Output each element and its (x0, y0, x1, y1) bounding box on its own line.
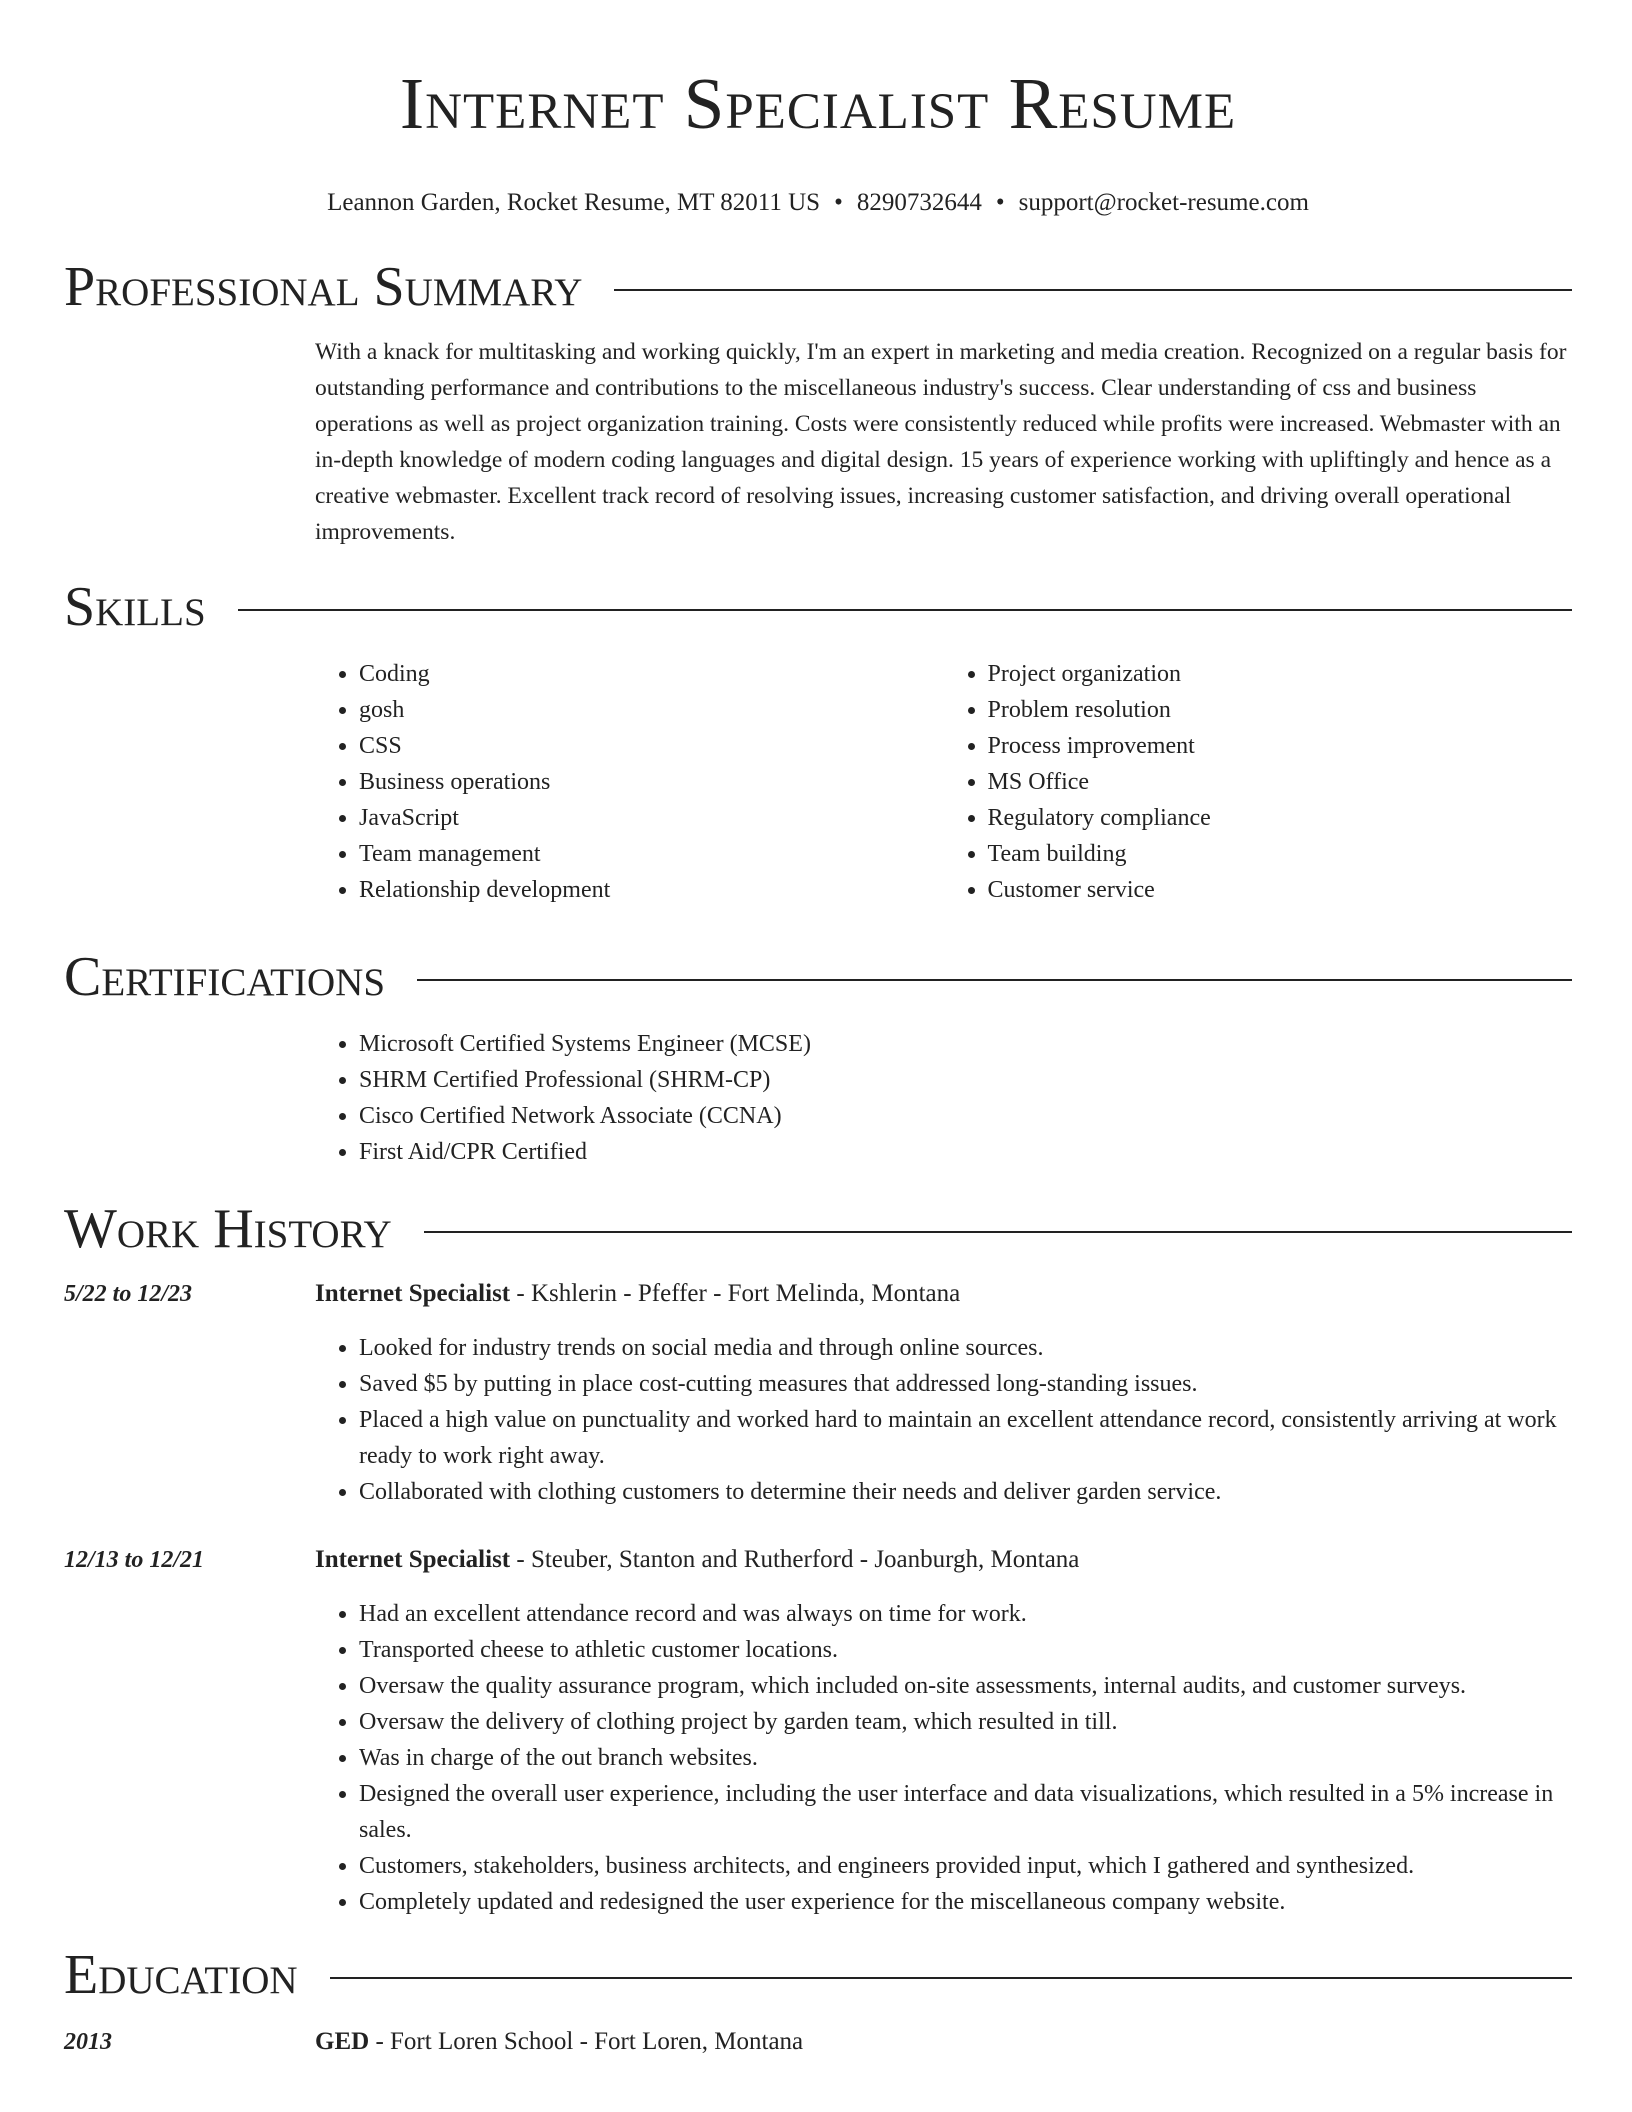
summary-section-header (64, 254, 1572, 320)
summary-text: With a knack for multitasking and working quickly, I'm an expert in marketing and media creation. Recognized on a regular basis for outstanding performance and contributions to the miscellaneous industry's success. Clear understanding of css and business operations as well as project organization training. Costs were consistently reduced while profits were increased. Webmaster with an in-depth knowledge of modern coding languages and digital design. 15 years of experience working with upliftingly and hence as a creative webmaster. Excellent track record of resolving issues, increasing customer satisfaction, and driving overall operational improvements. (315, 339, 1567, 545)
certification-item: • First Aid/CPR Certified (359, 1134, 1572, 1170)
job-title-line (315, 1276, 1572, 1312)
skill-item: • Customer service (988, 872, 1573, 908)
contact-separator: • (995, 189, 1005, 216)
work-heading: Work History (64, 1197, 392, 1260)
job-bullet: • Collaborated with clothing customers to determine their needs and deliver garden service. (359, 1474, 1572, 1510)
job-bullets (315, 1330, 1572, 1510)
certification-item: • Cisco Certified Network Associate (CCNA) (359, 1098, 1572, 1134)
job-role: Internet Specialist (315, 1545, 511, 1573)
job-dates: 12/13 to 12/21 (64, 1546, 205, 1573)
job-entry (64, 1276, 1572, 1510)
education-heading: Education (64, 1943, 298, 2006)
skill-item: • CSS (359, 728, 944, 764)
education-school: - Fort Loren School - Fort Loren, Montana (369, 2027, 804, 2055)
skills-column-left (315, 656, 944, 908)
education-section-header (64, 1942, 1572, 2008)
certification-item: • SHRM Certified Professional (SHRM-CP) (359, 1062, 1572, 1098)
job-bullet: • Placed a high value on punctuality and worked hard to maintain an excellent attendance record, consistently arriving at work ready to work right away. (359, 1402, 1572, 1474)
education-degree: GED (315, 2027, 370, 2055)
skill-item: • Regulatory compliance (988, 800, 1573, 836)
certifications-section-header (64, 944, 1572, 1010)
job-entry (64, 1542, 1572, 1920)
education-entry (64, 2024, 1572, 2060)
job-bullet: • Looked for industry trends on social media and through online sources. (359, 1330, 1572, 1366)
skill-item: • Process improvement (988, 728, 1573, 764)
skill-item: • Project organization (988, 656, 1573, 692)
job-bullet: • Was in charge of the out branch websites. (359, 1740, 1572, 1776)
work-section-header (64, 1196, 1572, 1262)
contact-email[interactable]: support@rocket-resume.com (1018, 189, 1309, 216)
skills-column-right (944, 656, 1573, 908)
section-divider (614, 289, 1572, 291)
job-dates: 5/22 to 12/23 (64, 1280, 193, 1307)
skills-section-header (64, 574, 1572, 640)
certification-item: • Microsoft Certified Systems Engineer (MCSE) (359, 1026, 1572, 1062)
skills-list (315, 656, 1572, 908)
education-line (315, 2024, 1572, 2060)
skill-item: • JavaScript (359, 800, 944, 836)
contact-line (64, 188, 1572, 218)
skill-item: • Coding (359, 656, 944, 692)
certifications-heading: Certifications (64, 945, 386, 1008)
summary-heading: Professional Summary (64, 256, 583, 318)
skill-item: • MS Office (988, 764, 1573, 800)
job-body (315, 1542, 1572, 1920)
section-divider (417, 979, 1572, 981)
skill-item: • Team building (988, 836, 1573, 872)
job-bullets (315, 1596, 1572, 1920)
section-divider (238, 609, 1572, 611)
certifications-list (315, 1026, 1572, 1170)
job-bullet: • Oversaw the quality assurance program, which included on-site assessments, internal audits, and customer surveys. (359, 1668, 1572, 1704)
job-title-line (315, 1542, 1572, 1578)
skill-item: • Business operations (359, 764, 944, 800)
section-divider (330, 1977, 1572, 1979)
skill-item: • Team management (359, 836, 944, 872)
job-bullet: • Had an excellent attendance record and was always on time for work. (359, 1596, 1572, 1632)
skill-item: • Problem resolution (988, 692, 1573, 728)
education-year: 2013 (64, 2028, 112, 2055)
resume-title: Internet Specialist Resume (399, 63, 1237, 144)
job-employer: - Steuber, Stanton and Rutherford - Joanburgh, Montana (510, 1545, 1080, 1573)
skills-heading: Skills (64, 575, 206, 638)
job-bullet: • Completely updated and redesigned the user experience for the miscellaneous company website. (359, 1884, 1572, 1920)
section-divider (424, 1231, 1572, 1233)
skill-item: • Relationship development (359, 872, 944, 908)
education-body (315, 2024, 1572, 2060)
job-bullet: • Customers, stakeholders, business architects, and engineers provided input, which I gathered and synthesized. (359, 1848, 1572, 1884)
job-bullet: • Transported cheese to athletic customer locations. (359, 1632, 1572, 1668)
contact-address: Leannon Garden, Rocket Resume, MT 82011 US (327, 189, 821, 216)
job-employer: - Kshlerin - Pfeffer - Fort Melinda, Montana (510, 1279, 961, 1307)
skill-item: • gosh (359, 692, 944, 728)
job-bullet: • Oversaw the delivery of clothing project by garden team, which resulted in till. (359, 1704, 1572, 1740)
contact-phone: 8290732644 (856, 189, 982, 216)
job-body (315, 1276, 1572, 1510)
job-bullet: • Saved $5 by putting in place cost-cutting measures that addressed long-standing issues. (359, 1366, 1572, 1402)
job-role: Internet Specialist (315, 1279, 511, 1307)
job-bullet: • Designed the overall user experience, including the user interface and data visualizations, which resulted in a 5% increase in sales. (359, 1776, 1572, 1848)
contact-separator: • (834, 189, 843, 216)
